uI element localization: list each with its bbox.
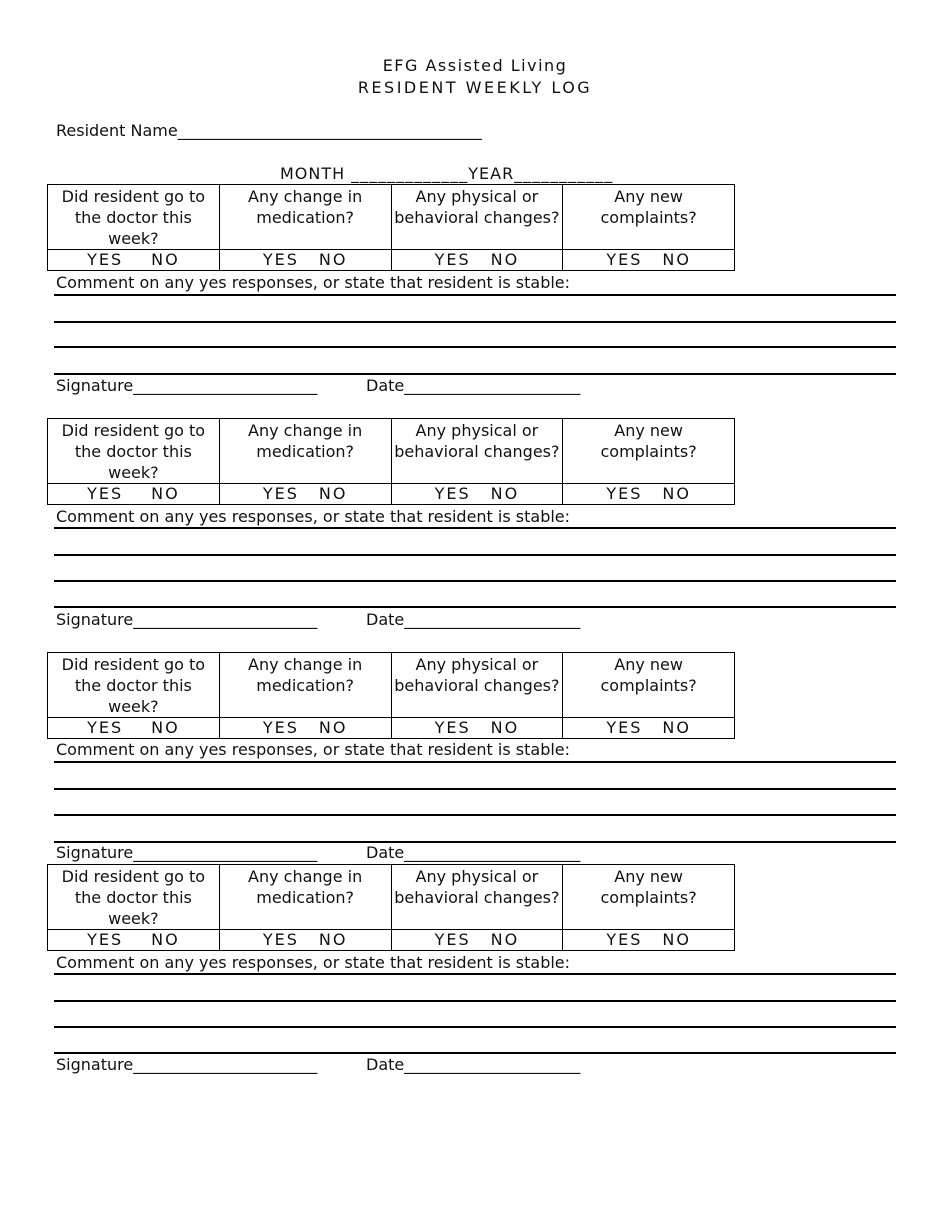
date-field[interactable]: Date______________________ [366,376,581,395]
yes-no-cell [563,484,735,505]
question-cell: Any change in medication? [219,865,391,930]
comment-line[interactable] [54,1052,896,1054]
answer-row [48,930,735,951]
comment-line[interactable] [54,788,896,790]
no-option[interactable]: NO [151,484,180,503]
comment-line[interactable] [54,321,896,323]
comment-label: Comment on any yes responses, or state that resident is stable: [56,953,571,972]
yes-no-cell [391,930,563,951]
no-option[interactable]: NO [318,930,348,949]
no-option[interactable]: NO [490,250,520,269]
yes-option[interactable]: YES [606,250,643,269]
yes-option[interactable]: YES [87,250,124,269]
no-option[interactable]: NO [662,484,691,503]
comment-line[interactable] [54,527,896,529]
answer-row [48,718,735,739]
comment-line[interactable] [54,346,896,348]
question-cell: Did resident go to the doctor this week? [48,865,220,930]
date-field[interactable]: Date______________________ [366,843,581,862]
answer-row [48,484,735,505]
yes-option[interactable]: YES [262,930,299,949]
question-cell: Any change in medication? [219,653,391,718]
yes-no-cell [391,718,563,739]
yes-option[interactable]: YES [434,250,471,269]
comment-line[interactable] [54,973,896,975]
no-option[interactable]: NO [318,484,348,503]
signature-field[interactable]: Signature_______________________ [56,843,318,862]
comment-label: Comment on any yes responses, or state that resident is stable: [56,273,571,292]
yes-option[interactable]: YES [434,930,471,949]
comment-line[interactable] [54,554,896,556]
comment-line[interactable] [54,373,896,375]
question-cell: Any new complaints? [563,185,735,250]
no-option[interactable]: NO [151,250,180,269]
date-field[interactable]: Date______________________ [366,1055,581,1074]
yes-no-cell [391,484,563,505]
comment-line[interactable] [54,761,896,763]
form-title: RESIDENT WEEKLY LOG [357,78,593,97]
no-option[interactable]: NO [662,250,691,269]
resident-name-field[interactable]: Resident Name______________________________________ [56,121,482,140]
question-row [48,185,735,250]
comment-line[interactable] [54,1026,896,1028]
question-cell: Any change in medication? [219,185,391,250]
question-row [48,653,735,718]
question-cell: Did resident go to the doctor this week? [48,653,220,718]
question-cell: Did resident go to the doctor this week? [48,185,220,250]
question-table [47,652,735,739]
yes-option[interactable]: YES [434,718,471,737]
comment-line[interactable] [54,1000,896,1002]
date-field[interactable]: Date______________________ [366,610,581,629]
answer-row [48,250,735,271]
no-option[interactable]: NO [151,718,180,737]
comment-line[interactable] [54,580,896,582]
signature-field[interactable]: Signature_______________________ [56,1055,318,1074]
yes-no-cell [563,930,735,951]
question-row [48,419,735,484]
yes-no-cell [219,718,391,739]
no-option[interactable]: NO [490,484,520,503]
yes-no-cell [48,930,220,951]
yes-option[interactable]: YES [434,484,471,503]
yes-no-cell [391,250,563,271]
question-cell: Any new complaints? [563,865,735,930]
month-year-field[interactable]: MONTH _____________YEAR___________ [280,164,614,183]
yes-no-cell [48,718,220,739]
question-cell: Did resident go to the doctor this week? [48,419,220,484]
yes-option[interactable]: YES [262,250,299,269]
no-option[interactable]: NO [151,930,180,949]
question-cell: Any new complaints? [563,653,735,718]
comment-line[interactable] [54,814,896,816]
signature-field[interactable]: Signature_______________________ [56,610,318,629]
question-cell: Any change in medication? [219,419,391,484]
yes-no-cell [48,250,220,271]
signature-field[interactable]: Signature_______________________ [56,376,318,395]
yes-option[interactable]: YES [262,484,299,503]
yes-no-cell [219,930,391,951]
yes-no-cell [48,484,220,505]
question-cell: Any new complaints? [563,419,735,484]
yes-option[interactable]: YES [262,718,299,737]
yes-option[interactable]: YES [87,930,124,949]
comment-label: Comment on any yes responses, or state that resident is stable: [56,507,571,526]
no-option[interactable]: NO [490,930,520,949]
yes-option[interactable]: YES [606,484,643,503]
no-option[interactable]: NO [490,718,520,737]
comment-line[interactable] [54,294,896,296]
comment-line[interactable] [54,606,896,608]
question-table [47,864,735,951]
question-cell: Any physical or behavioral changes? [391,185,563,250]
yes-no-cell [219,484,391,505]
yes-no-cell [219,250,391,271]
question-cell: Any physical or behavioral changes? [391,865,563,930]
no-option[interactable]: NO [662,930,691,949]
yes-option[interactable]: YES [606,930,643,949]
question-row [48,865,735,930]
yes-option[interactable]: YES [606,718,643,737]
yes-option[interactable]: YES [87,484,124,503]
comment-label: Comment on any yes responses, or state that resident is stable: [56,740,571,759]
no-option[interactable]: NO [318,250,348,269]
question-cell: Any physical or behavioral changes? [391,653,563,718]
question-table [47,418,735,505]
yes-option[interactable]: YES [87,718,124,737]
question-cell: Any physical or behavioral changes? [391,419,563,484]
facility-name: EFG Assisted Living [382,56,568,75]
yes-no-cell [563,250,735,271]
yes-no-cell [563,718,735,739]
no-option[interactable]: NO [318,718,348,737]
question-table [47,184,735,271]
no-option[interactable]: NO [662,718,691,737]
